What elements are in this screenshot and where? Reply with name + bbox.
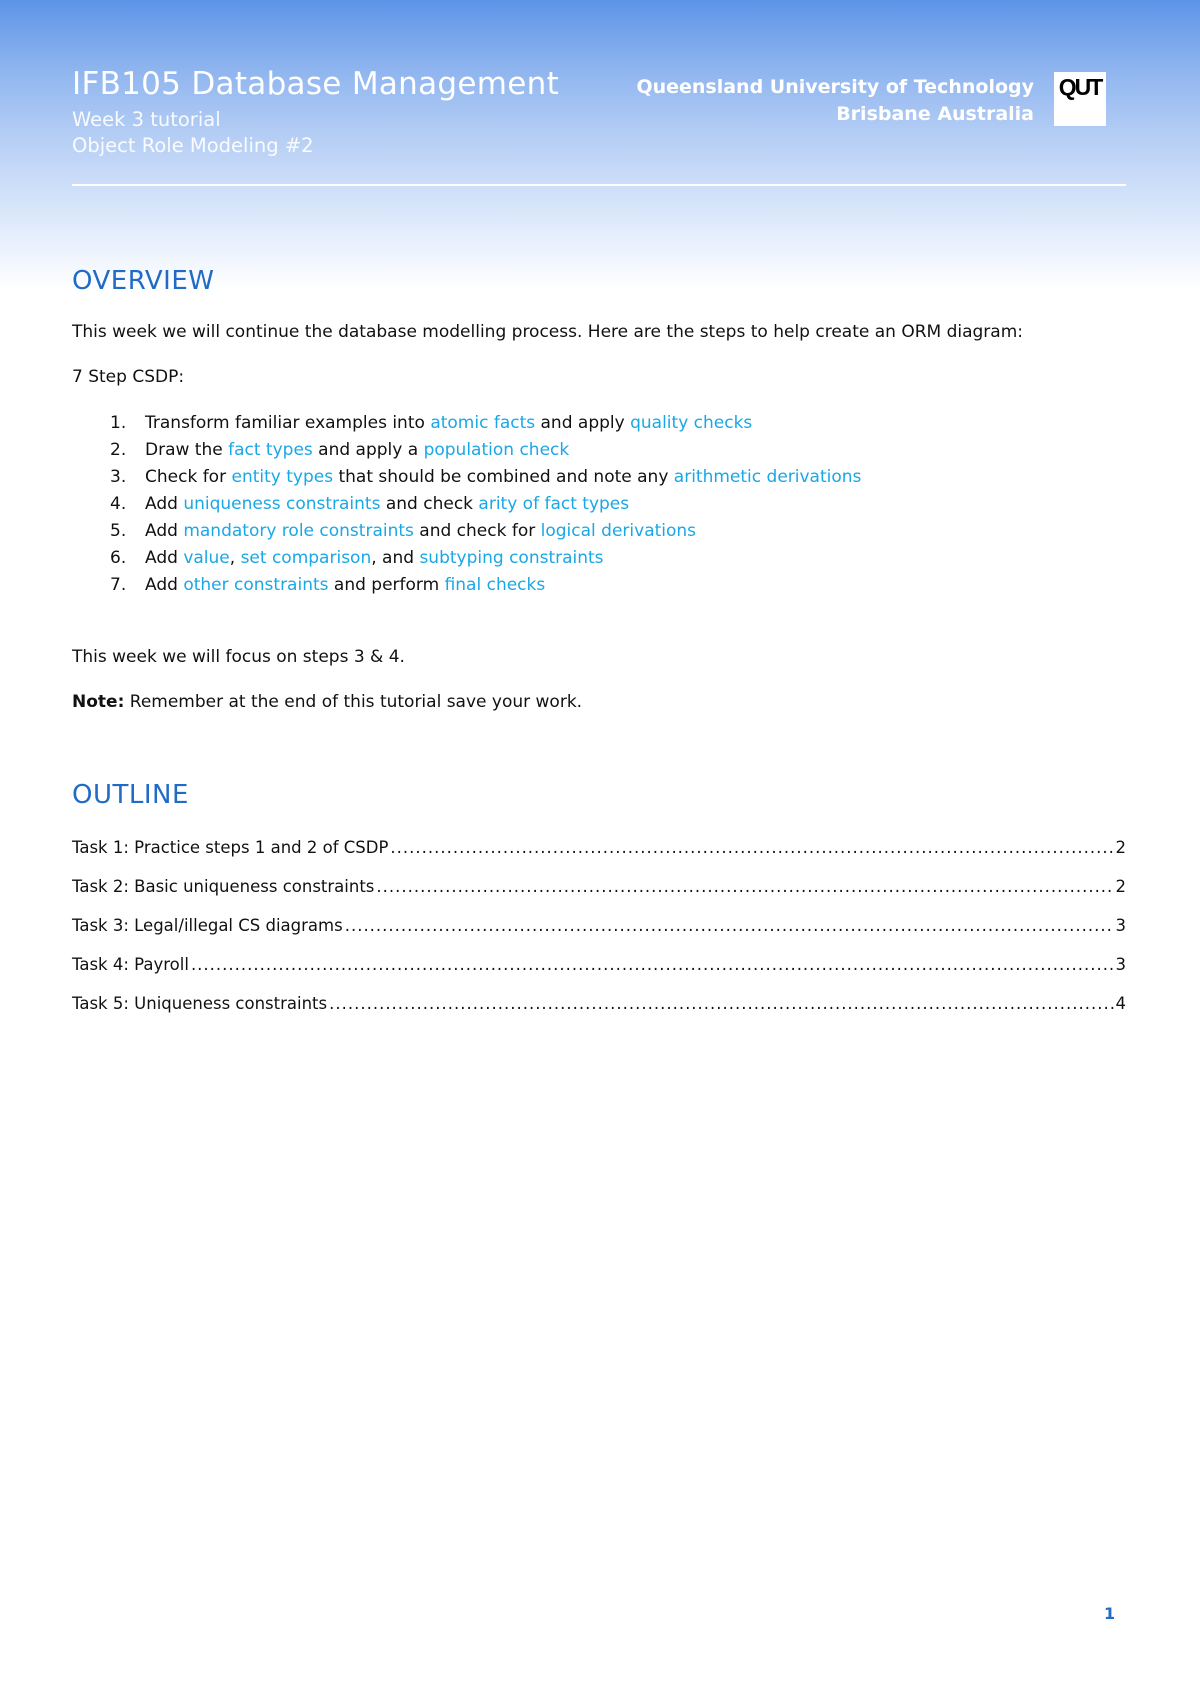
note-text: Remember at the end of this tutorial save your work.	[124, 692, 583, 712]
step-number: 5.	[110, 521, 127, 541]
step-item	[72, 410, 861, 437]
header-divider	[72, 184, 1126, 186]
step-number: 3.	[110, 467, 127, 487]
toc-entry-page: 4	[1115, 994, 1126, 1013]
step-term: other constraints	[183, 575, 329, 595]
note-label: Note:	[72, 692, 125, 712]
step-text: , and	[371, 548, 420, 568]
toc-entry-label: Task 3: Legal/illegal CS diagrams	[72, 916, 343, 935]
step-term: arithmetic derivations	[673, 467, 862, 487]
toc-leader-dots	[191, 955, 1114, 974]
institution-name: Queensland University of Technology	[636, 76, 1034, 98]
step-text: that should be combined and note any	[333, 467, 674, 487]
document-subtitle-topic: Object Role Modeling #2	[72, 134, 314, 157]
page-number: 1	[1104, 1604, 1116, 1623]
step-term: atomic facts	[430, 413, 536, 433]
step-text: Draw the	[145, 440, 229, 460]
toc-entry-page: 3	[1115, 955, 1126, 974]
step-text: Add	[145, 521, 184, 541]
step-text: Add	[145, 575, 184, 595]
toc-leader-dots	[329, 994, 1113, 1013]
step-number: 4.	[110, 494, 127, 514]
step-number: 1.	[110, 413, 127, 433]
step-text: and check for	[413, 521, 541, 541]
note-paragraph	[72, 692, 582, 712]
step-term: quality checks	[630, 413, 753, 433]
toc-entry-label: Task 4: Payroll	[72, 955, 189, 974]
step-item	[72, 572, 861, 599]
toc-entry-label: Task 2: Basic uniqueness constraints	[72, 877, 375, 896]
step-term: population check	[423, 440, 570, 460]
toc-leader-dots	[345, 916, 1114, 935]
step-item	[72, 437, 861, 464]
toc-entry[interactable]	[72, 838, 1126, 857]
outline-heading: OUTLINE	[72, 780, 189, 810]
step-term: subtyping constraints	[419, 548, 604, 568]
steps-label: 7 Step CSDP:	[72, 367, 185, 387]
toc-entry[interactable]	[72, 877, 1126, 896]
toc-entry-label: Task 1: Practice steps 1 and 2 of CSDP	[72, 838, 389, 857]
step-term: logical derivations	[540, 521, 697, 541]
step-item	[72, 491, 861, 518]
toc-entry[interactable]	[72, 916, 1126, 935]
step-term: value	[183, 548, 230, 568]
step-number: 2.	[110, 440, 127, 460]
step-term: fact types	[228, 440, 313, 460]
focus-text: This week we will focus on steps 3 & 4.	[72, 647, 405, 667]
step-text: Check for	[145, 467, 232, 487]
toc-entry-page: 2	[1115, 838, 1126, 857]
step-text: Add	[145, 494, 184, 514]
step-term: final checks	[444, 575, 546, 595]
step-item	[72, 518, 861, 545]
step-text: Add	[145, 548, 184, 568]
step-text: and apply a	[312, 440, 424, 460]
step-term: set comparison	[240, 548, 372, 568]
institution-location: Brisbane Australia	[836, 103, 1034, 125]
toc-entry-label: Task 5: Uniqueness constraints	[72, 994, 328, 1013]
toc-leader-dots	[390, 838, 1113, 857]
toc-leader-dots	[376, 877, 1113, 896]
step-text: and apply	[535, 413, 631, 433]
step-item	[72, 464, 861, 491]
toc-entry-page: 2	[1115, 877, 1126, 896]
step-number: 7.	[110, 575, 127, 595]
step-text: and perform	[328, 575, 445, 595]
document-title: IFB105 Database Management	[72, 66, 560, 102]
toc-entry[interactable]	[72, 955, 1126, 974]
csdp-steps-list	[72, 410, 861, 599]
document-subtitle-week: Week 3 tutorial	[72, 108, 221, 131]
overview-intro: This week we will continue the database modelling process. Here are the steps to help create an ORM diagram:	[72, 322, 1024, 342]
logo-text: QUT	[1058, 74, 1102, 100]
overview-heading: OVERVIEW	[72, 266, 215, 296]
qut-logo	[1054, 72, 1106, 126]
step-term: entity types	[231, 467, 334, 487]
step-text: Transform familiar examples into	[145, 413, 431, 433]
toc-entry-page: 3	[1115, 916, 1126, 935]
step-number: 6.	[110, 548, 127, 568]
step-term: uniqueness constraints	[183, 494, 381, 514]
step-text: and check	[380, 494, 479, 514]
step-term: mandatory role constraints	[183, 521, 414, 541]
step-text: ,	[229, 548, 241, 568]
step-term: arity of fact types	[478, 494, 630, 514]
toc-entry[interactable]	[72, 994, 1126, 1013]
step-item	[72, 545, 861, 572]
